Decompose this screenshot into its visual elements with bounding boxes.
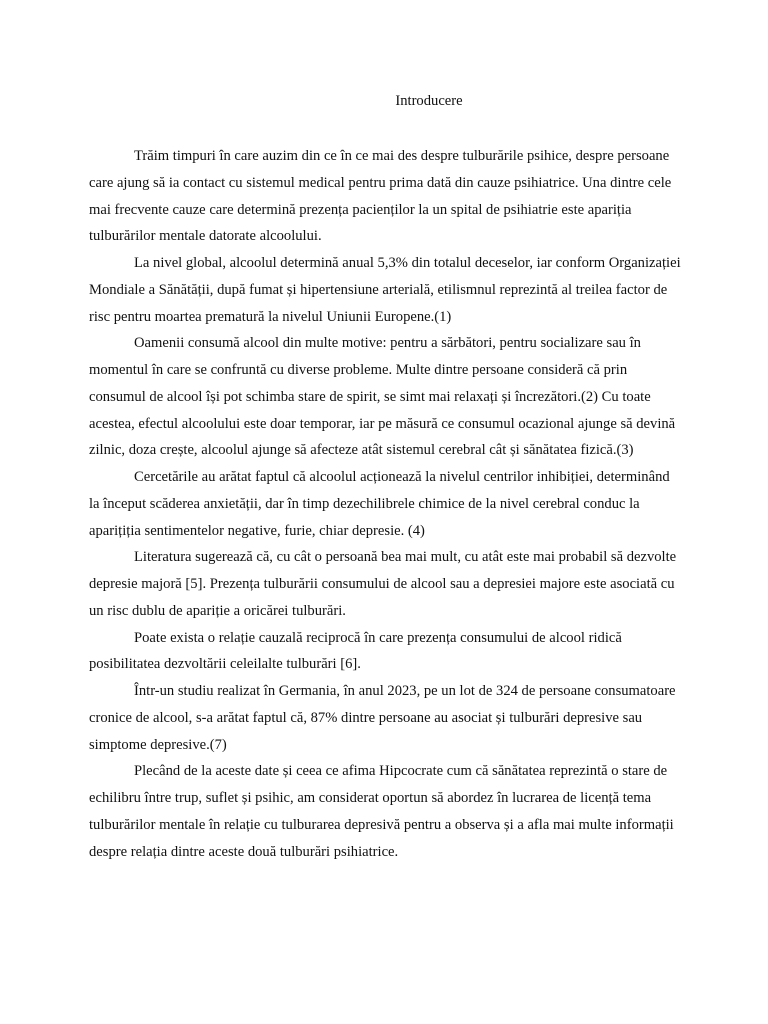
paragraph: Oamenii consumă alcool din multe motive: pentru a sărbători, pentru socializare sau în momentul în care se confruntă cu diverse probleme. Multe dintre persoane consideră că prin consumul de alcool își pot schimba stare de spirit, se simt mai relaxați și încrezători.(2) Cu toate acestea, efectul alcoolului este doar temporar, iar pe măsură ce consumul ocazional ajunge să devină zilnic, doza crește, alcoolul ajunge să afecteze atât sistemul cerebral cât și sănătatea fizică.(3) xyxy=(89,335,676,459)
paragraph: Poate exista o relație cauzală reciprocă în care prezența consumului de alcool ridică posibilitatea dezvoltării celeilalte tulburări [6]. xyxy=(89,629,622,673)
paragraph: Cercetările au arătat faptul că alcoolul acționează la nivelul centrilor inhibiției, determinând la început scăderea anxietății, dar în timp dezechilibrele chimice de la nivel cerebral conduc la aparițiția sentimentelor negative, furie, chiar depresie. (4) xyxy=(89,469,670,539)
paragraph: Plecând de la aceste date și ceea ce afima Hipcocrate cum că sănătatea reprezintă o stare de echilibru între trup, suflet și psihic, am considerat oportun să abordez în lucrarea de licență tema tulburărilor mentale în relație cu tulburarea depresivă pentru a observa și a afla mai multe informații despre relația dintre aceste două tulburări psihiatrice. xyxy=(89,763,674,860)
document-body xyxy=(89,143,683,865)
paragraph: Într-un studiu realizat în Germania, în anul 2023, pe un lot de 324 de persoane consumatoare cronice de alcool, s-a arătat faptul că, 87% dintre persoane au asociat și tulburări depresive sau simptome depresive.(7) xyxy=(89,683,676,753)
paragraph: La nivel global, alcoolul determină anual 5,3% din totalul deceselor, iar conform Organizației Mondiale a Sănătății, după fumat și hipertensiune arterială, etilismnul reprezintă al treilea factor de risc pentru moartea prematură la nivelul Uniunii Europene.(1) xyxy=(89,255,681,325)
paragraph: Literatura sugerează că, cu cât o persoană bea mai mult, cu atât este mai probabil să dezvolte depresie majoră [5]. Prezența tulburării consumului de alcool sau a depresiei majore este asociată cu un risc dublu de apariție a oricărei tulburări. xyxy=(89,549,677,619)
paragraph: Trăim timpuri în care auzim din ce în ce mai des despre tulburările psihice, despre persoane care ajung să ia contact cu sistemul medical pentru prima dată din cauze psihiatrice. Una dintre cele mai frecvente cauze care determină prezența pacienților la un spital de psihiatrie este apariția tulburărilor mentale datorate alcoolului. xyxy=(89,148,672,245)
page-title: Introducere xyxy=(395,93,463,109)
